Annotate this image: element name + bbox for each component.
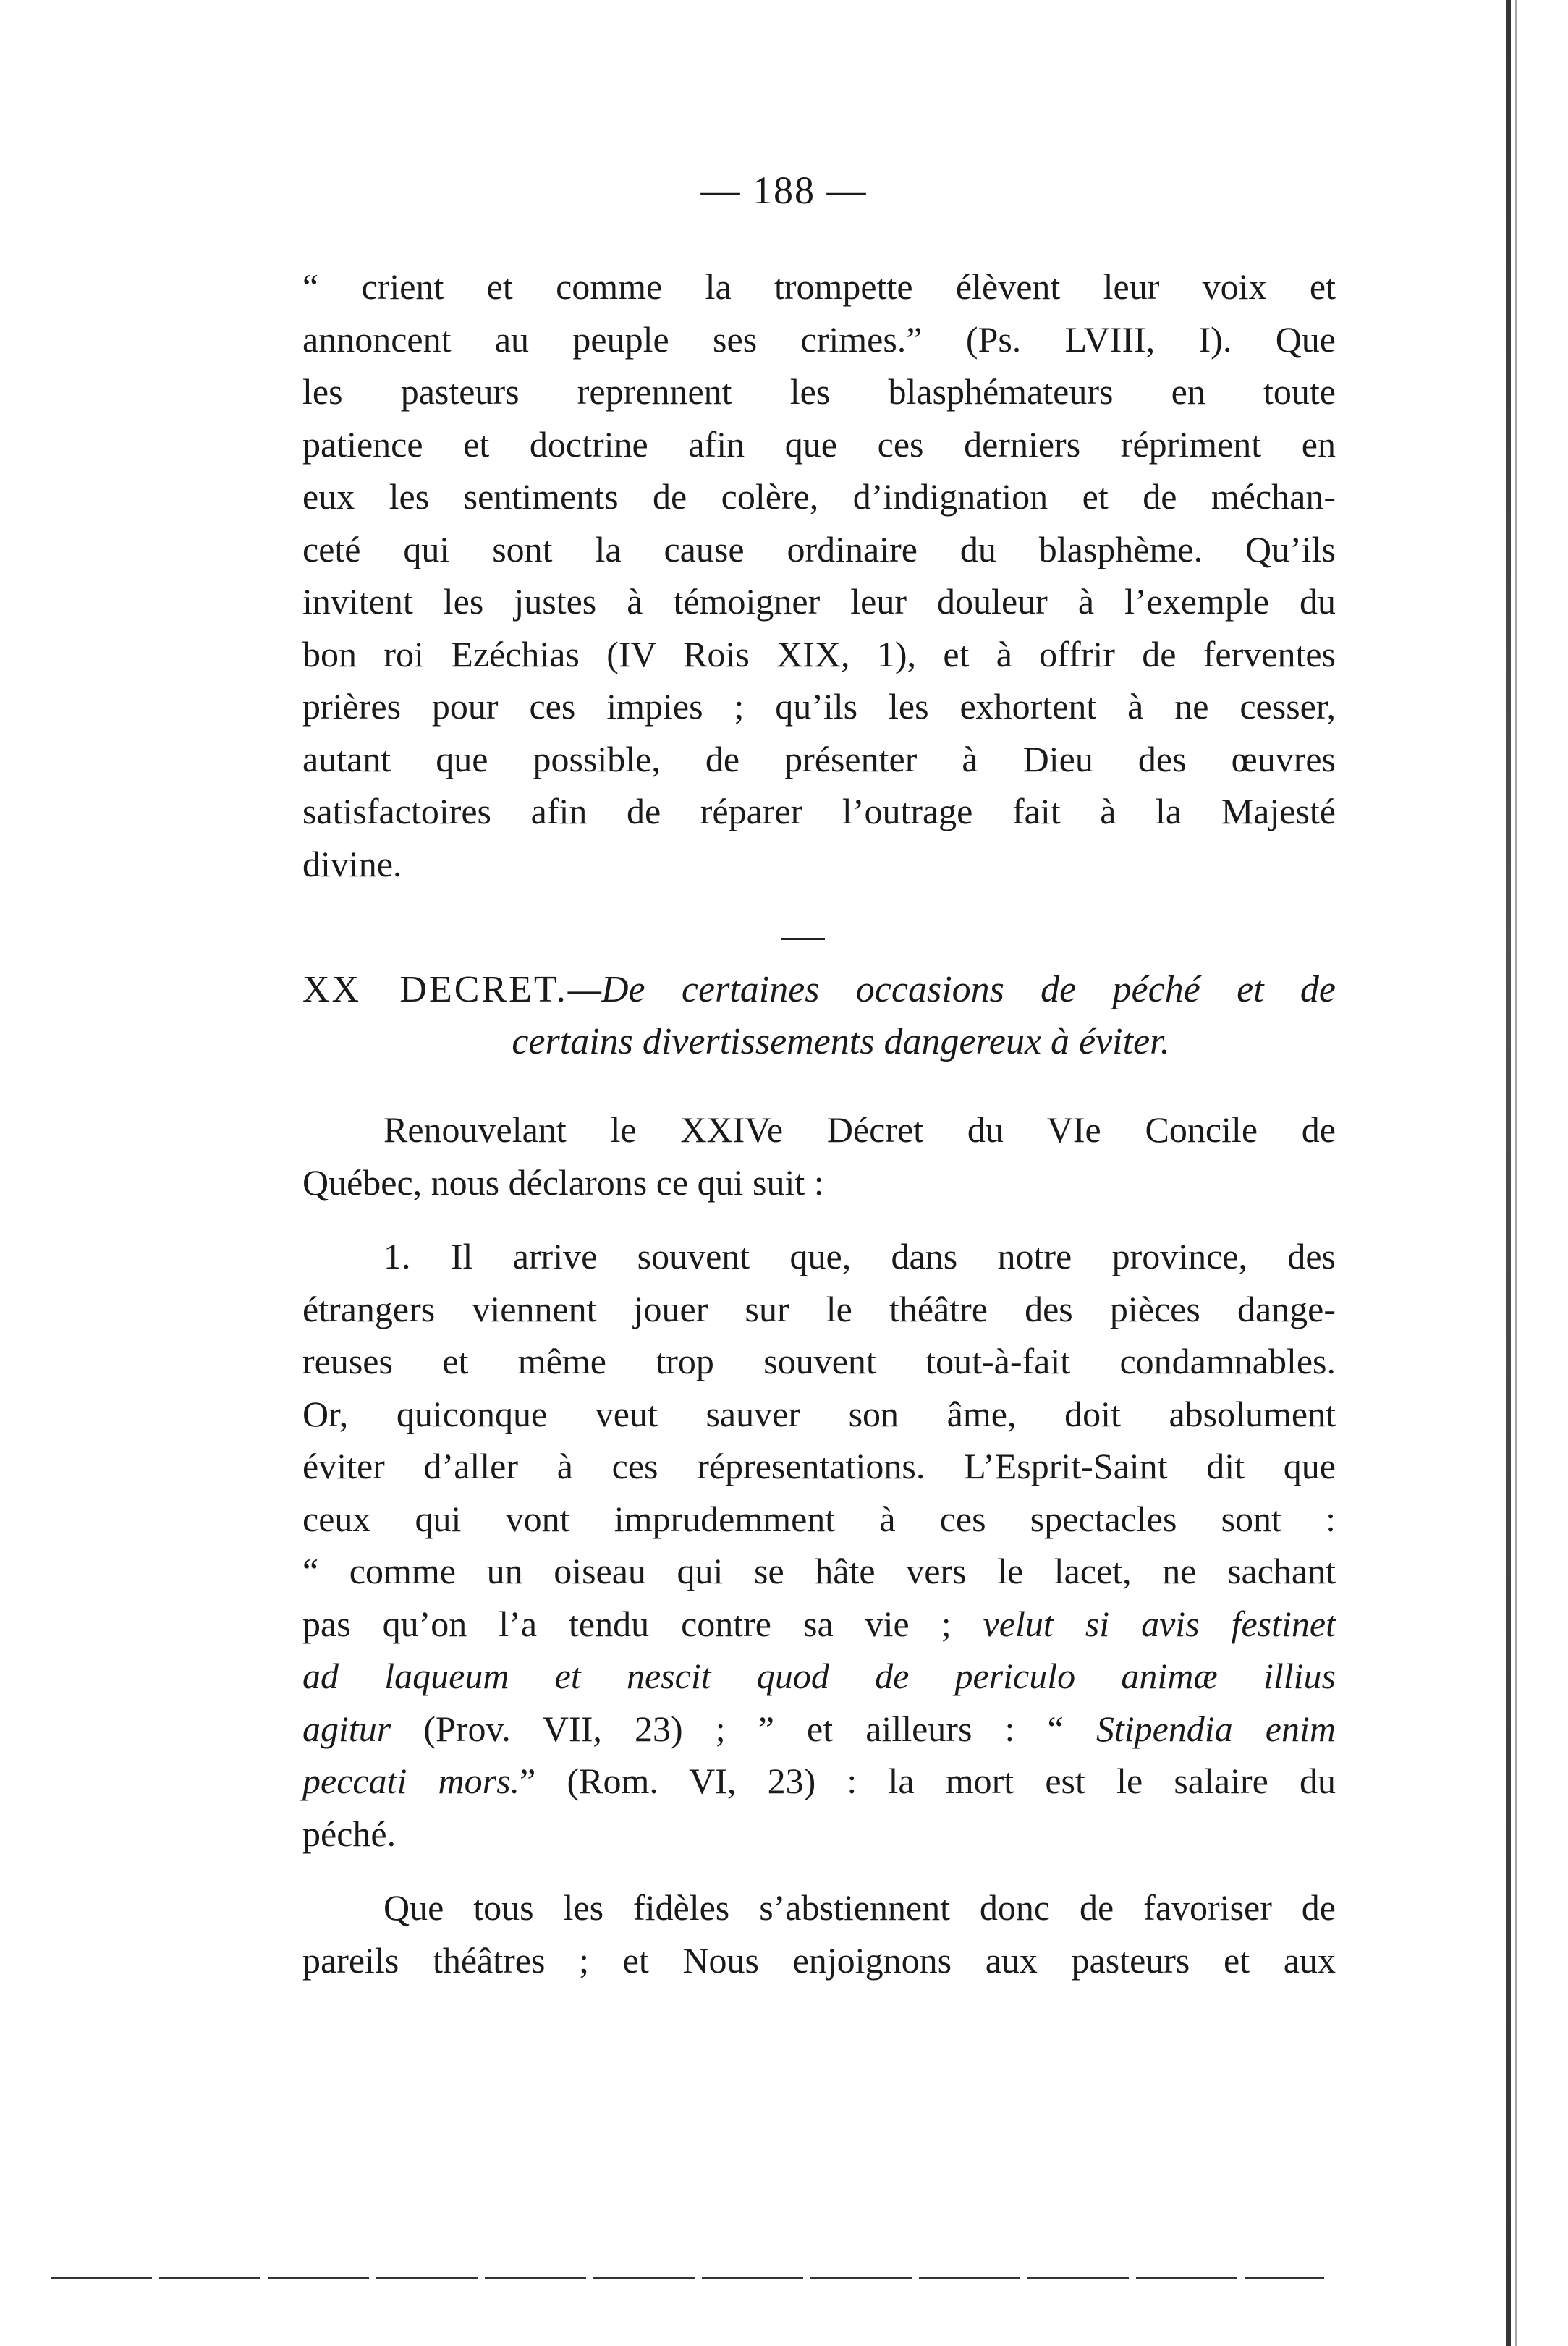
page-bottom-rule bbox=[51, 2277, 1324, 2279]
text-line: Or, quiconque veut sauver son âme, doit absolument bbox=[302, 1393, 1336, 1434]
decree-number: XX DECRET. bbox=[302, 969, 568, 1010]
latin-quote: ad laqueum et nescit quod de periculo animæ illius bbox=[302, 1656, 1336, 1696]
paragraph-injunction bbox=[302, 1881, 1336, 1986]
latin-quote: agitur bbox=[302, 1708, 391, 1749]
latin-quote: Stipendia enim bbox=[1096, 1708, 1336, 1749]
text-line bbox=[302, 1755, 1336, 1808]
text-run: pas qu’on l’a tendu contre sa vie ; bbox=[302, 1603, 983, 1644]
decree-heading-line-1 bbox=[302, 964, 1336, 1016]
text-line: Que tous les fidèles s’abstiennent donc de favoriser de bbox=[383, 1887, 1336, 1928]
paragraph-intro bbox=[302, 1104, 1336, 1208]
decree-title-part-1: —De certaines occasions de péché et de bbox=[567, 969, 1336, 1010]
decree-title-part-2: certains divertissements dangereux à éviter. bbox=[512, 1021, 1170, 1062]
text-line bbox=[302, 1598, 1336, 1651]
text-run: (Prov. VII, 23) ; ” et ailleurs : “ bbox=[391, 1708, 1096, 1749]
text-run: ” (Rom. VI, 23) : la mort est le salaire du bbox=[520, 1761, 1336, 1801]
text-line: 1. Il arrive souvent que, dans notre province, des bbox=[383, 1236, 1336, 1276]
page-edge-shadow bbox=[1506, 0, 1511, 2346]
text-line: ceté qui sont la cause ordinaire du blasphème. Qu’ils bbox=[302, 528, 1336, 569]
text-line: “ crient et comme la trompette élèvent leur voix et bbox=[302, 266, 1336, 307]
text-line: pareils théâtres ; et Nous enjoignons aux pasteurs et aux bbox=[302, 1939, 1336, 1981]
latin-quote: peccati mors. bbox=[302, 1761, 520, 1801]
text-line: bon roi Ezéchias (IV Rois XIX, 1), et à offrir de ferventes bbox=[302, 633, 1336, 674]
latin-quote: velut si avis festinet bbox=[983, 1603, 1336, 1644]
text-line: ceux qui vont imprudemment à ces spectacles sont : bbox=[302, 1498, 1336, 1539]
text-line: autant que possible, de présenter à Dieu des œuvres bbox=[302, 738, 1336, 779]
text-line: eux les sentiments de colère, d’indignation et de méchan- bbox=[302, 476, 1336, 517]
text-line: divine. bbox=[302, 843, 402, 884]
section-separator bbox=[781, 938, 825, 940]
text-line bbox=[302, 1650, 1336, 1703]
text-line: patience et doctrine afin que ces derniers répriment en bbox=[302, 423, 1336, 465]
text-line: annoncent au peuple ses crimes.” (Ps. LVIII, I). Que bbox=[302, 318, 1336, 360]
text-line: Renouvelant le XXIVe Décret du VIe Concile de bbox=[383, 1109, 1336, 1150]
paragraph-blasphemy-continuation bbox=[302, 261, 1336, 890]
text-line: les pasteurs reprennent les blasphémateurs en toute bbox=[302, 371, 1336, 412]
text-line: Québec, nous déclarons ce qui suit : bbox=[302, 1161, 824, 1203]
text-line: “ comme un oiseau qui se hâte vers le lacet, ne sachant bbox=[302, 1551, 1336, 1591]
page-number: — 188 — bbox=[700, 169, 868, 212]
text-line: éviter d’aller à ces répresentations. L’Esprit-Saint dit que bbox=[302, 1446, 1336, 1486]
text-line: satisfactoires afin de réparer l’outrage fait à la Majesté bbox=[302, 791, 1336, 831]
decree-heading-line-2 bbox=[302, 1016, 1336, 1068]
text-line: reuses et même trop souvent tout-à-fait condamnables. bbox=[302, 1341, 1336, 1381]
text-line: étrangers viennent jouer sur le théâtre des pièces dange- bbox=[302, 1288, 1336, 1329]
decree-heading bbox=[302, 964, 1336, 1068]
page-edge-line bbox=[1515, 0, 1517, 2346]
text-line: péché. bbox=[302, 1813, 397, 1854]
paragraph-article-1 bbox=[302, 1230, 1336, 1860]
text-line: invitent les justes à témoigner leur douleur à l’exemple du bbox=[302, 581, 1336, 622]
text-line: prières pour ces impies ; qu’ils les exhortent à ne cesser, bbox=[302, 686, 1336, 727]
text-line bbox=[302, 1703, 1336, 1756]
